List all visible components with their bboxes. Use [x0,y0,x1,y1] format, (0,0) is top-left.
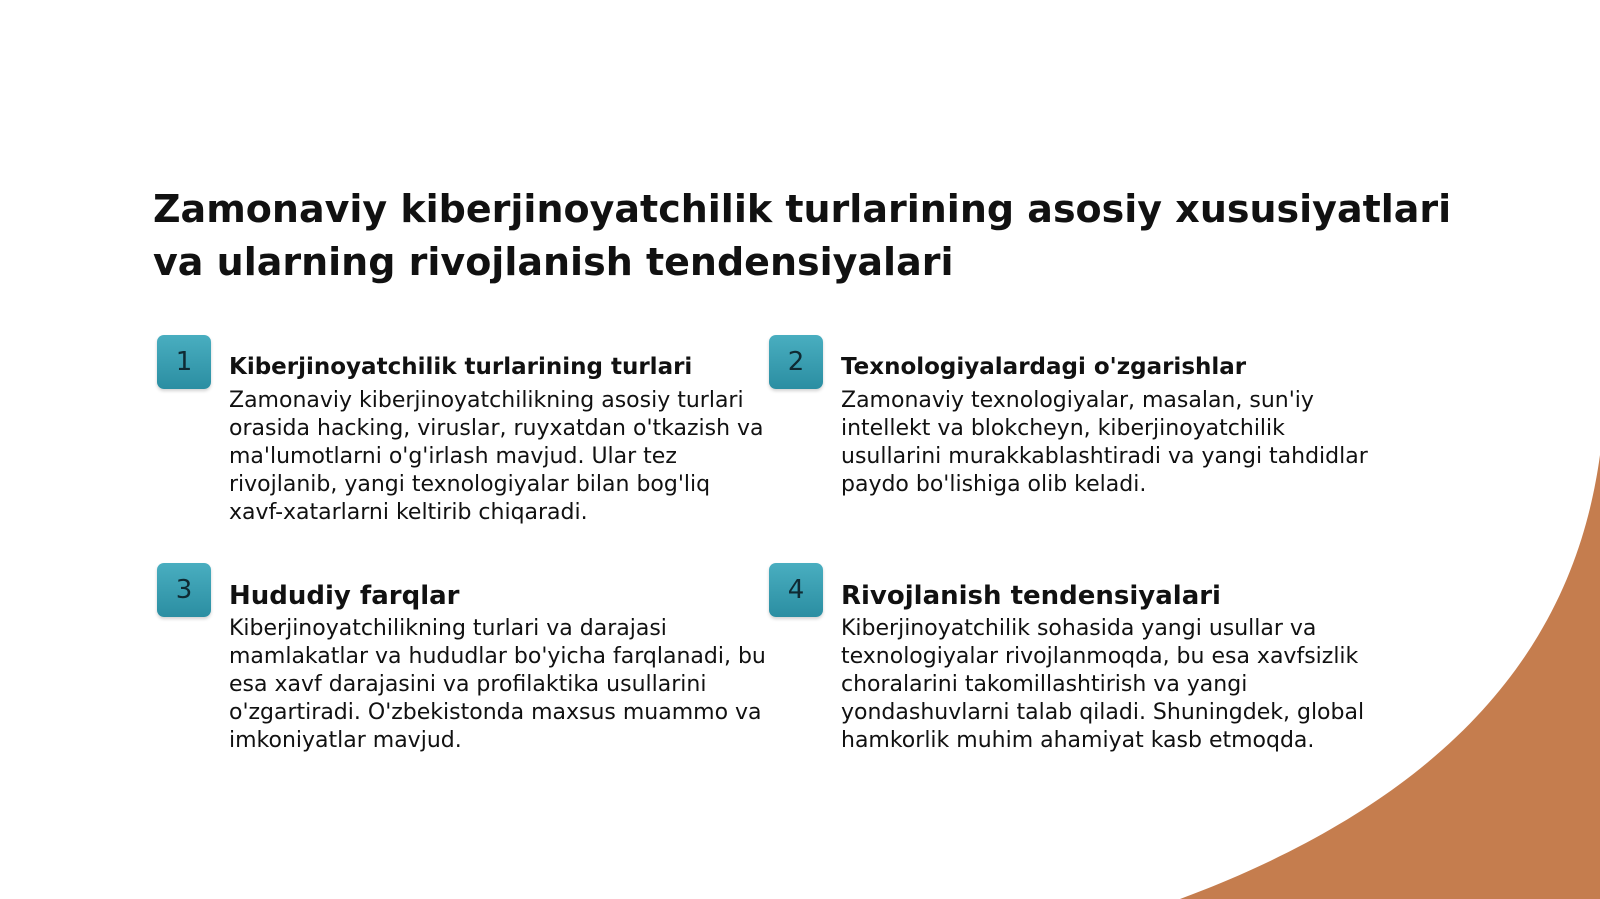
feature-title: Hududiy farqlar [229,581,460,611]
number-badge: 3 [157,563,211,617]
feature-description: Zamonaviy kiberjinoyatchilikning asosiy turlari orasida hacking, viruslar, ruyxatdan o'tkazish va ma'lumotlarni o'g'irlash mavjud. Ular tez rivojlanib, yangi texnologiyalar bilan bog'liq xavf-xatarlarni keltirib chiqaradi. [229,388,764,525]
feature-title: Texnologiyalardagi o'zgarishlar [841,354,1247,380]
number-badge: 2 [769,335,823,389]
slide-title: Zamonaviy kiberjinoyatchilik turlarining asosiy xususiyatlari va ularning rivojlanish tendensiyalari [153,187,1452,284]
feature-description: Kiberjinoyatchilik sohasida yangi usullar va texnologiyalar rivojlanmoqda, bu esa xavfsizlik choralarini takomillashtirish va yangi yondashuvlarni talab qiladi. Shuningdek, global hamkorlik muhim ahamiyat kasb etmoqda. [841,616,1365,753]
feature-description: Kiberjinoyatchilikning turlari va darajasi mamlakatlar va hududlar bo'yicha farqlanadi, bu esa xavf darajasini va profilaktika usullarini o'zgartiradi. O'zbekistonda maxsus muammo va imkoniyatlar mavjud. [229,616,766,753]
number-badge: 4 [769,563,823,617]
number-badge: 1 [157,335,211,389]
feature-title: Kiberjinoyatchilik turlarining turlari [229,354,693,380]
feature-description: Zamonaviy texnologiyalar, masalan, sun'iy intellekt va blokcheyn, kiberjinoyatchilik usullarini murakkablashtiradi va yangi tahdidlar paydo bo'lishiga olib keladi. [841,388,1368,497]
feature-title: Rivojlanish tendensiyalari [841,581,1221,611]
